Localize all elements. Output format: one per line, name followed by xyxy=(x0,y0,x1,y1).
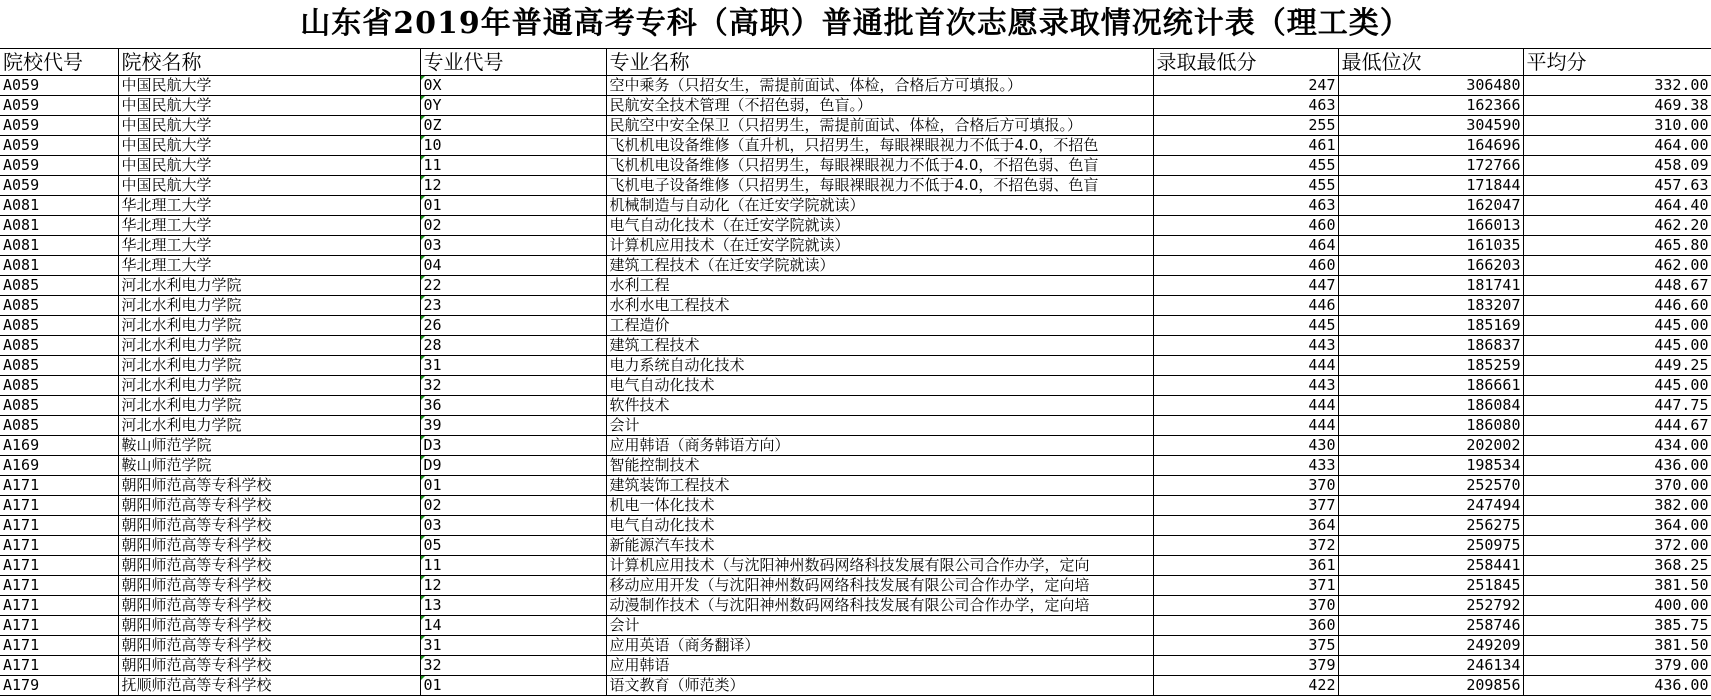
table-row xyxy=(0,636,1711,656)
school-name-cell[interactable]: 中国民航大学 xyxy=(118,156,420,176)
min-rank-cell[interactable]: 258746 xyxy=(1338,616,1523,636)
school-code-cell[interactable]: A081 xyxy=(0,236,118,256)
min-score-cell[interactable]: 461 xyxy=(1153,136,1338,156)
major-name-cell[interactable]: 空中乘务（只招女生，需提前面试、体检，合格后方可填报。） xyxy=(606,76,1153,96)
major-name-cell[interactable]: 水利工程 xyxy=(606,276,1153,296)
min-score-cell[interactable]: 430 xyxy=(1153,436,1338,456)
school-name-cell[interactable]: 河北水利电力学院 xyxy=(118,376,420,396)
min-rank-cell[interactable]: 256275 xyxy=(1338,516,1523,536)
average-score-cell[interactable]: 462.20 xyxy=(1523,216,1711,236)
average-score-cell[interactable]: 446.60 xyxy=(1523,296,1711,316)
major-name-cell[interactable]: 电气自动化技术（在迁安学院就读） xyxy=(606,216,1153,236)
table-row xyxy=(0,376,1711,396)
table-row xyxy=(0,256,1711,276)
major-code-cell[interactable]: 02 xyxy=(420,496,606,516)
major-name-cell[interactable]: 建筑工程技术 xyxy=(606,336,1153,356)
school-code-cell[interactable]: A179 xyxy=(0,676,118,696)
min-rank-cell[interactable]: 162047 xyxy=(1338,196,1523,216)
major-code-cell[interactable]: 05 xyxy=(420,536,606,556)
major-code-cell[interactable]: 26 xyxy=(420,316,606,336)
min-score-cell[interactable]: 371 xyxy=(1153,576,1338,596)
school-name-cell[interactable]: 朝阳师范高等专科学校 xyxy=(118,616,420,636)
school-code-cell[interactable]: A085 xyxy=(0,416,118,436)
average-score-cell[interactable]: 458.09 xyxy=(1523,156,1711,176)
major-name-cell[interactable]: 计算机应用技术（与沈阳神州数码网络科技发展有限公司合作办学，定向 xyxy=(606,556,1153,576)
min-rank-cell[interactable]: 251845 xyxy=(1338,576,1523,596)
min-score-cell[interactable]: 464 xyxy=(1153,236,1338,256)
average-score-cell[interactable]: 448.67 xyxy=(1523,276,1711,296)
min-rank-cell[interactable]: 202002 xyxy=(1338,436,1523,456)
min-score-cell[interactable]: 377 xyxy=(1153,496,1338,516)
average-score-cell[interactable]: 449.25 xyxy=(1523,356,1711,376)
school-name-cell[interactable]: 河北水利电力学院 xyxy=(118,356,420,376)
min-rank-cell[interactable]: 162366 xyxy=(1338,96,1523,116)
major-code-cell[interactable]: 36 xyxy=(420,396,606,416)
major-name-cell[interactable]: 飞机电子设备维修（只招男生，每眼裸眼视力不低于4.0，不招色弱、色盲 xyxy=(606,176,1153,196)
average-score-cell[interactable]: 445.00 xyxy=(1523,336,1711,356)
min-rank-cell[interactable]: 304590 xyxy=(1338,116,1523,136)
table-row xyxy=(0,456,1711,476)
table-row xyxy=(0,676,1711,696)
major-name-cell[interactable]: 工程造价 xyxy=(606,316,1153,336)
major-name-cell[interactable]: 建筑工程技术（在迁安学院就读） xyxy=(606,256,1153,276)
min-score-cell[interactable]: 460 xyxy=(1153,256,1338,276)
sheet-title: 山东省2019年普通高考专科（高职）普通批首次志愿录取情况统计表（理工类） xyxy=(0,0,1711,49)
major-name-cell[interactable]: 电气自动化技术 xyxy=(606,516,1153,536)
school-code-cell[interactable]: A171 xyxy=(0,576,118,596)
major-name-cell[interactable]: 建筑装饰工程技术 xyxy=(606,476,1153,496)
school-name-cell[interactable]: 鞍山师范学院 xyxy=(118,436,420,456)
table-row xyxy=(0,316,1711,336)
major-name-cell[interactable]: 飞机机电设备维修（直升机，只招男生，每眼裸眼视力不低于4.0，不招色 xyxy=(606,136,1153,156)
major-name-cell[interactable]: 移动应用开发（与沈阳神州数码网络科技发展有限公司合作办学，定向培 xyxy=(606,576,1153,596)
school-code-cell[interactable]: A059 xyxy=(0,176,118,196)
min-rank-cell[interactable]: 171844 xyxy=(1338,176,1523,196)
school-code-cell[interactable]: A169 xyxy=(0,436,118,456)
school-code-cell[interactable]: A059 xyxy=(0,96,118,116)
major-code-cell[interactable]: 01 xyxy=(420,676,606,696)
min-rank-cell[interactable]: 186084 xyxy=(1338,396,1523,416)
major-name-cell[interactable]: 应用韩语（商务韩语方向） xyxy=(606,436,1153,456)
major-code-cell[interactable]: D3 xyxy=(420,436,606,456)
min-rank-cell[interactable]: 198534 xyxy=(1338,456,1523,476)
table-row xyxy=(0,136,1711,156)
major-code-cell[interactable]: 11 xyxy=(420,556,606,576)
min-rank-cell[interactable]: 161035 xyxy=(1338,236,1523,256)
school-name-cell[interactable]: 抚顺师范高等专科学校 xyxy=(118,676,420,696)
major-name-cell[interactable]: 新能源汽车技术 xyxy=(606,536,1153,556)
min-score-cell[interactable]: 370 xyxy=(1153,476,1338,496)
header-major-code[interactable]: 专业代号 xyxy=(420,49,606,76)
table-row xyxy=(0,576,1711,596)
min-rank-cell[interactable]: 246134 xyxy=(1338,656,1523,676)
major-code-cell[interactable]: 14 xyxy=(420,616,606,636)
school-name-cell[interactable]: 朝阳师范高等专科学校 xyxy=(118,536,420,556)
major-code-cell[interactable]: 31 xyxy=(420,636,606,656)
major-code-cell[interactable]: 11 xyxy=(420,156,606,176)
major-code-cell[interactable]: 03 xyxy=(420,516,606,536)
school-code-cell[interactable]: A085 xyxy=(0,336,118,356)
min-score-cell[interactable]: 379 xyxy=(1153,656,1338,676)
table-row xyxy=(0,556,1711,576)
table-row xyxy=(0,196,1711,216)
admission-table xyxy=(0,49,1711,696)
table-row xyxy=(0,236,1711,256)
header-min-score[interactable]: 录取最低分 xyxy=(1153,49,1338,76)
school-name-cell[interactable]: 华北理工大学 xyxy=(118,256,420,276)
table-row xyxy=(0,76,1711,96)
header-average-score[interactable]: 平均分 xyxy=(1523,49,1711,76)
average-score-cell[interactable]: 381.50 xyxy=(1523,636,1711,656)
table-row xyxy=(0,436,1711,456)
min-score-cell[interactable]: 364 xyxy=(1153,516,1338,536)
table-row xyxy=(0,656,1711,676)
major-code-cell[interactable]: 22 xyxy=(420,276,606,296)
min-rank-cell[interactable]: 172766 xyxy=(1338,156,1523,176)
average-score-cell[interactable]: 465.80 xyxy=(1523,236,1711,256)
min-rank-cell[interactable]: 252792 xyxy=(1338,596,1523,616)
table-row xyxy=(0,596,1711,616)
school-code-cell[interactable]: A059 xyxy=(0,76,118,96)
major-name-cell[interactable]: 水利水电工程技术 xyxy=(606,296,1153,316)
school-name-cell[interactable]: 河北水利电力学院 xyxy=(118,396,420,416)
school-code-cell[interactable]: A085 xyxy=(0,296,118,316)
school-name-cell[interactable]: 朝阳师范高等专科学校 xyxy=(118,476,420,496)
school-name-cell[interactable]: 河北水利电力学院 xyxy=(118,416,420,436)
major-name-cell[interactable]: 应用韩语 xyxy=(606,656,1153,676)
average-score-cell[interactable]: 382.00 xyxy=(1523,496,1711,516)
average-score-cell[interactable]: 370.00 xyxy=(1523,476,1711,496)
min-score-cell[interactable]: 433 xyxy=(1153,456,1338,476)
school-name-cell[interactable]: 朝阳师范高等专科学校 xyxy=(118,596,420,616)
min-rank-cell[interactable]: 186080 xyxy=(1338,416,1523,436)
school-name-cell[interactable]: 中国民航大学 xyxy=(118,116,420,136)
min-score-cell[interactable]: 255 xyxy=(1153,116,1338,136)
major-name-cell[interactable]: 民航空中安全保卫（只招男生，需提前面试、体检，合格后方可填报。） xyxy=(606,116,1153,136)
average-score-cell[interactable]: 445.00 xyxy=(1523,376,1711,396)
major-code-cell[interactable]: 31 xyxy=(420,356,606,376)
major-name-cell[interactable]: 软件技术 xyxy=(606,396,1153,416)
table-row xyxy=(0,276,1711,296)
school-name-cell[interactable]: 朝阳师范高等专科学校 xyxy=(118,556,420,576)
min-rank-cell[interactable]: 166203 xyxy=(1338,256,1523,276)
school-code-cell[interactable]: A085 xyxy=(0,356,118,376)
major-code-cell[interactable]: 39 xyxy=(420,416,606,436)
min-score-cell[interactable]: 445 xyxy=(1153,316,1338,336)
min-score-cell[interactable]: 370 xyxy=(1153,596,1338,616)
school-name-cell[interactable]: 河北水利电力学院 xyxy=(118,316,420,336)
major-name-cell[interactable]: 智能控制技术 xyxy=(606,456,1153,476)
min-rank-cell[interactable]: 249209 xyxy=(1338,636,1523,656)
min-score-cell[interactable]: 446 xyxy=(1153,296,1338,316)
average-score-cell[interactable]: 436.00 xyxy=(1523,456,1711,476)
table-row xyxy=(0,496,1711,516)
school-code-cell[interactable]: A171 xyxy=(0,616,118,636)
min-rank-cell[interactable]: 186837 xyxy=(1338,336,1523,356)
average-score-cell[interactable]: 332.00 xyxy=(1523,76,1711,96)
school-code-cell[interactable]: A169 xyxy=(0,456,118,476)
school-name-cell[interactable]: 中国民航大学 xyxy=(118,176,420,196)
major-name-cell[interactable]: 应用英语（商务翻译） xyxy=(606,636,1153,656)
major-code-cell[interactable]: 0Z xyxy=(420,116,606,136)
school-code-cell[interactable]: A081 xyxy=(0,256,118,276)
table-row xyxy=(0,296,1711,316)
average-score-cell[interactable]: 364.00 xyxy=(1523,516,1711,536)
school-code-cell[interactable]: A171 xyxy=(0,536,118,556)
min-score-cell[interactable]: 444 xyxy=(1153,396,1338,416)
table-row xyxy=(0,96,1711,116)
school-code-cell[interactable]: A171 xyxy=(0,496,118,516)
school-code-cell[interactable]: A171 xyxy=(0,596,118,616)
major-name-cell[interactable]: 机电一体化技术 xyxy=(606,496,1153,516)
school-code-cell[interactable]: A171 xyxy=(0,636,118,656)
major-code-cell[interactable]: 01 xyxy=(420,196,606,216)
school-name-cell[interactable]: 朝阳师范高等专科学校 xyxy=(118,496,420,516)
min-rank-cell[interactable]: 185259 xyxy=(1338,356,1523,376)
average-score-cell[interactable]: 444.67 xyxy=(1523,416,1711,436)
school-code-cell[interactable]: A059 xyxy=(0,116,118,136)
school-code-cell[interactable]: A171 xyxy=(0,516,118,536)
header-major-name[interactable]: 专业名称 xyxy=(606,49,1153,76)
major-code-cell[interactable]: 13 xyxy=(420,596,606,616)
min-score-cell[interactable]: 463 xyxy=(1153,96,1338,116)
major-code-cell[interactable]: 03 xyxy=(420,236,606,256)
min-rank-cell[interactable]: 247494 xyxy=(1338,496,1523,516)
min-rank-cell[interactable]: 250975 xyxy=(1338,536,1523,556)
average-score-cell[interactable]: 445.00 xyxy=(1523,316,1711,336)
min-score-cell[interactable]: 444 xyxy=(1153,356,1338,376)
min-score-cell[interactable]: 463 xyxy=(1153,196,1338,216)
school-code-cell[interactable]: A171 xyxy=(0,656,118,676)
school-name-cell[interactable]: 河北水利电力学院 xyxy=(118,276,420,296)
major-code-cell[interactable]: D9 xyxy=(420,456,606,476)
school-name-cell[interactable]: 鞍山师范学院 xyxy=(118,456,420,476)
major-code-cell[interactable]: 01 xyxy=(420,476,606,496)
header-school-name[interactable]: 院校名称 xyxy=(118,49,420,76)
major-code-cell[interactable]: 02 xyxy=(420,216,606,236)
min-score-cell[interactable]: 372 xyxy=(1153,536,1338,556)
min-score-cell[interactable]: 455 xyxy=(1153,176,1338,196)
average-score-cell[interactable]: 464.40 xyxy=(1523,196,1711,216)
average-score-cell[interactable]: 457.63 xyxy=(1523,176,1711,196)
average-score-cell[interactable]: 434.00 xyxy=(1523,436,1711,456)
table-row xyxy=(0,336,1711,356)
school-name-cell[interactable]: 河北水利电力学院 xyxy=(118,336,420,356)
table-row xyxy=(0,476,1711,496)
school-code-cell[interactable]: A059 xyxy=(0,156,118,176)
min-score-cell[interactable]: 375 xyxy=(1153,636,1338,656)
school-name-cell[interactable]: 中国民航大学 xyxy=(118,76,420,96)
school-code-cell[interactable]: A085 xyxy=(0,396,118,416)
min-score-cell[interactable]: 444 xyxy=(1153,416,1338,436)
school-name-cell[interactable]: 中国民航大学 xyxy=(118,136,420,156)
average-score-cell[interactable]: 469.38 xyxy=(1523,96,1711,116)
min-rank-cell[interactable]: 258441 xyxy=(1338,556,1523,576)
school-name-cell[interactable]: 河北水利电力学院 xyxy=(118,296,420,316)
school-name-cell[interactable]: 朝阳师范高等专科学校 xyxy=(118,656,420,676)
school-code-cell[interactable]: A085 xyxy=(0,376,118,396)
table-row xyxy=(0,176,1711,196)
major-name-cell[interactable]: 机械制造与自动化（在迁安学院就读） xyxy=(606,196,1153,216)
header-min-rank[interactable]: 最低位次 xyxy=(1338,49,1523,76)
school-name-cell[interactable]: 朝阳师范高等专科学校 xyxy=(118,636,420,656)
average-score-cell[interactable]: 372.00 xyxy=(1523,536,1711,556)
school-code-cell[interactable]: A085 xyxy=(0,276,118,296)
average-score-cell[interactable]: 436.00 xyxy=(1523,676,1711,696)
school-code-cell[interactable]: A171 xyxy=(0,556,118,576)
major-name-cell[interactable]: 计算机应用技术（在迁安学院就读） xyxy=(606,236,1153,256)
min-rank-cell[interactable]: 166013 xyxy=(1338,216,1523,236)
min-score-cell[interactable]: 443 xyxy=(1153,336,1338,356)
major-name-cell[interactable]: 语文教育（师范类） xyxy=(606,676,1153,696)
min-rank-cell[interactable]: 183207 xyxy=(1338,296,1523,316)
table-row xyxy=(0,416,1711,436)
major-name-cell[interactable]: 会计 xyxy=(606,616,1153,636)
table-row xyxy=(0,396,1711,416)
min-score-cell[interactable]: 360 xyxy=(1153,616,1338,636)
school-name-cell[interactable]: 朝阳师范高等专科学校 xyxy=(118,576,420,596)
major-code-cell[interactable]: 12 xyxy=(420,176,606,196)
school-code-cell[interactable]: A171 xyxy=(0,476,118,496)
min-score-cell[interactable]: 247 xyxy=(1153,76,1338,96)
min-rank-cell[interactable]: 181741 xyxy=(1338,276,1523,296)
min-rank-cell[interactable]: 164696 xyxy=(1338,136,1523,156)
min-score-cell[interactable]: 361 xyxy=(1153,556,1338,576)
major-name-cell[interactable]: 飞机机电设备维修（只招男生，每眼裸眼视力不低于4.0，不招色弱、色盲 xyxy=(606,156,1153,176)
average-score-cell[interactable]: 400.00 xyxy=(1523,596,1711,616)
min-rank-cell[interactable]: 186661 xyxy=(1338,376,1523,396)
average-score-cell[interactable]: 447.75 xyxy=(1523,396,1711,416)
major-name-cell[interactable]: 动漫制作技术（与沈阳神州数码网络科技发展有限公司合作办学，定向培 xyxy=(606,596,1153,616)
table-body xyxy=(0,76,1711,696)
table-row xyxy=(0,156,1711,176)
average-score-cell[interactable]: 385.75 xyxy=(1523,616,1711,636)
major-code-cell[interactable]: 32 xyxy=(420,376,606,396)
major-code-cell[interactable]: 10 xyxy=(420,136,606,156)
min-score-cell[interactable]: 455 xyxy=(1153,156,1338,176)
major-name-cell[interactable]: 电气自动化技术 xyxy=(606,376,1153,396)
school-name-cell[interactable]: 华北理工大学 xyxy=(118,236,420,256)
school-code-cell[interactable]: A081 xyxy=(0,216,118,236)
min-rank-cell[interactable]: 185169 xyxy=(1338,316,1523,336)
major-code-cell[interactable]: 23 xyxy=(420,296,606,316)
min-rank-cell[interactable]: 252570 xyxy=(1338,476,1523,496)
school-code-cell[interactable]: A059 xyxy=(0,136,118,156)
table-row xyxy=(0,516,1711,536)
major-code-cell[interactable]: 0X xyxy=(420,76,606,96)
major-code-cell[interactable]: 04 xyxy=(420,256,606,276)
table-row xyxy=(0,536,1711,556)
average-score-cell[interactable]: 462.00 xyxy=(1523,256,1711,276)
header-school-code[interactable]: 院校代号 xyxy=(0,49,118,76)
school-name-cell[interactable]: 华北理工大学 xyxy=(118,216,420,236)
average-score-cell[interactable]: 310.00 xyxy=(1523,116,1711,136)
min-score-cell[interactable]: 447 xyxy=(1153,276,1338,296)
min-rank-cell[interactable]: 209856 xyxy=(1338,676,1523,696)
average-score-cell[interactable]: 379.00 xyxy=(1523,656,1711,676)
school-name-cell[interactable]: 华北理工大学 xyxy=(118,196,420,216)
school-name-cell[interactable]: 朝阳师范高等专科学校 xyxy=(118,516,420,536)
major-name-cell[interactable]: 电力系统自动化技术 xyxy=(606,356,1153,376)
min-score-cell[interactable]: 460 xyxy=(1153,216,1338,236)
major-code-cell[interactable]: 28 xyxy=(420,336,606,356)
header-row xyxy=(0,49,1711,76)
school-code-cell[interactable]: A085 xyxy=(0,316,118,336)
table-row xyxy=(0,116,1711,136)
min-rank-cell[interactable]: 306480 xyxy=(1338,76,1523,96)
table-row xyxy=(0,356,1711,376)
average-score-cell[interactable]: 381.50 xyxy=(1523,576,1711,596)
major-code-cell[interactable]: 0Y xyxy=(420,96,606,116)
table-row xyxy=(0,216,1711,236)
school-code-cell[interactable]: A081 xyxy=(0,196,118,216)
min-score-cell[interactable]: 422 xyxy=(1153,676,1338,696)
average-score-cell[interactable]: 464.00 xyxy=(1523,136,1711,156)
average-score-cell[interactable]: 368.25 xyxy=(1523,556,1711,576)
major-code-cell[interactable]: 12 xyxy=(420,576,606,596)
major-name-cell[interactable]: 会计 xyxy=(606,416,1153,436)
min-score-cell[interactable]: 443 xyxy=(1153,376,1338,396)
major-name-cell[interactable]: 民航安全技术管理（不招色弱，色盲。） xyxy=(606,96,1153,116)
major-code-cell[interactable]: 32 xyxy=(420,656,606,676)
table-row xyxy=(0,616,1711,636)
school-name-cell[interactable]: 中国民航大学 xyxy=(118,96,420,116)
